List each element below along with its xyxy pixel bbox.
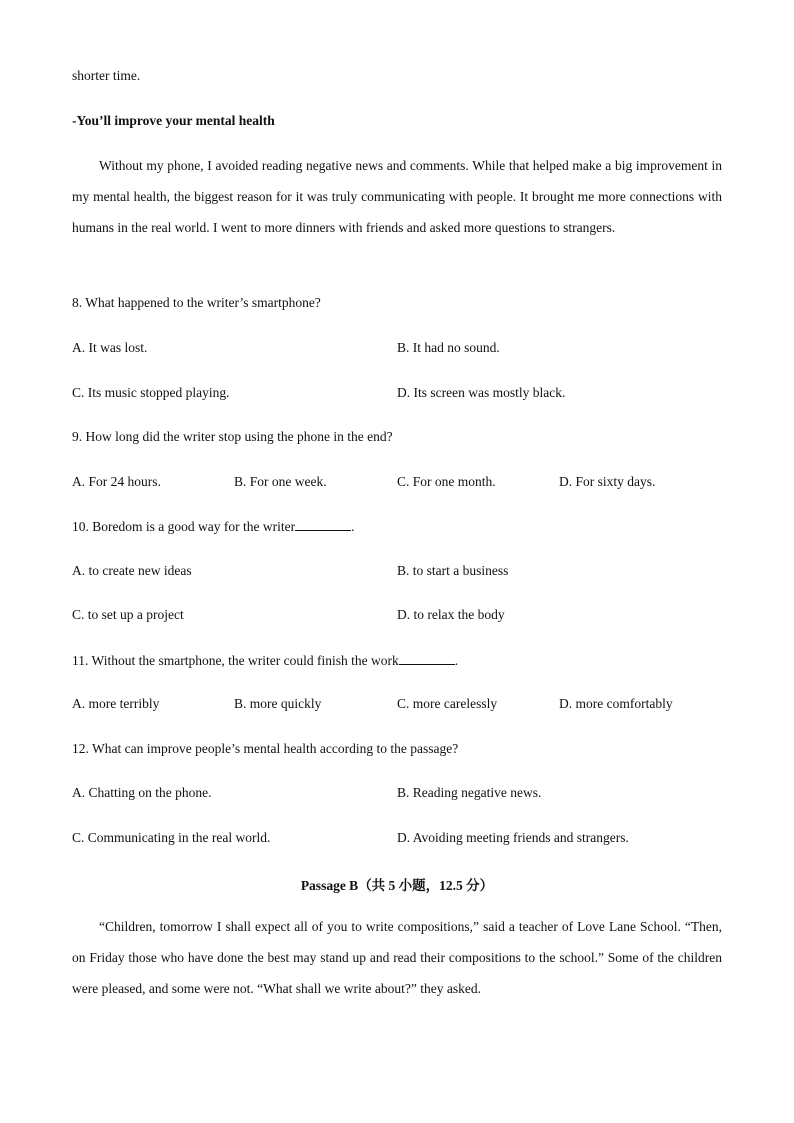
question-8-option-d: D. Its screen was mostly black.: [397, 385, 566, 400]
question-8-option-c: C. Its music stopped playing.: [72, 385, 230, 400]
question-11-option-d: D. more comfortably: [559, 696, 673, 711]
answer-blank: [295, 518, 351, 531]
question-11-option-c: C. more carelessly: [397, 696, 498, 711]
question-10-option-b: B. to start a business: [397, 563, 509, 578]
section-heading: -You’ll improve your mental health: [72, 113, 275, 128]
question-9-option-a: A. For 24 hours.: [72, 474, 161, 489]
question-10-stem: [72, 518, 354, 535]
question-12-option-a: A. Chatting on the phone.: [72, 785, 212, 800]
intro-tail: shorter time.: [72, 68, 141, 83]
passage-b-paragraph: “Children, tomorrow I shall expect all of you to write compositions,” said a teacher of Love Lane School. “Then, on Friday those who have done the best may stand up and read their compositions to the school.” Some of the children were pleased, and some were not. “What shall we write about?” they asked.: [72, 919, 722, 996]
answer-blank: [399, 652, 455, 665]
question-8-option-b: B. It had no sound.: [397, 340, 500, 355]
question-8-option-a: A. It was lost.: [72, 340, 148, 355]
question-10-stem-text: 10. Boredom is a good way for the writer: [72, 519, 296, 534]
question-9-stem: 9. How long did the writer stop using the phone in the end?: [72, 429, 393, 444]
question-11-option-b: B. more quickly: [234, 696, 322, 711]
paragraph-mental-health: Without my phone, I avoided reading negative news and comments. While that helped make a big improvement in my mental health, the biggest reason for it was truly communicating with people. It brought me more connections with humans in the real world. I went to more dinners with friends and asked more questions to strangers.: [72, 158, 722, 235]
question-11-stem-end: .: [454, 653, 459, 668]
question-9-option-c: C. For one month.: [397, 474, 496, 489]
question-11-option-a: A. more terribly: [72, 696, 160, 711]
question-9-option-b: B. For one week.: [234, 474, 327, 489]
question-12-stem: 12. What can improve people’s mental health according to the passage?: [72, 741, 459, 756]
question-10-stem-end: .: [351, 519, 355, 534]
question-10-option-c: C. to set up a project: [72, 607, 184, 622]
question-10-option-d: D. to relax the body: [397, 607, 505, 622]
question-12-option-b: B. Reading negative news.: [397, 785, 542, 800]
question-11-stem: [72, 652, 458, 669]
question-9-option-d: D. For sixty days.: [559, 474, 656, 489]
passage-b-title: Passage B（共 5 小题，12.5 分）: [300, 878, 494, 893]
question-10-option-a: A. to create new ideas: [72, 563, 192, 578]
question-8-stem: 8. What happened to the writer’s smartphone?: [72, 295, 321, 310]
question-12-option-d: D. Avoiding meeting friends and strangers.: [397, 830, 629, 845]
question-11-stem-text: 11. Without the smartphone, the writer could finish the work: [72, 653, 399, 668]
question-12-option-c: C. Communicating in the real world.: [72, 830, 271, 845]
